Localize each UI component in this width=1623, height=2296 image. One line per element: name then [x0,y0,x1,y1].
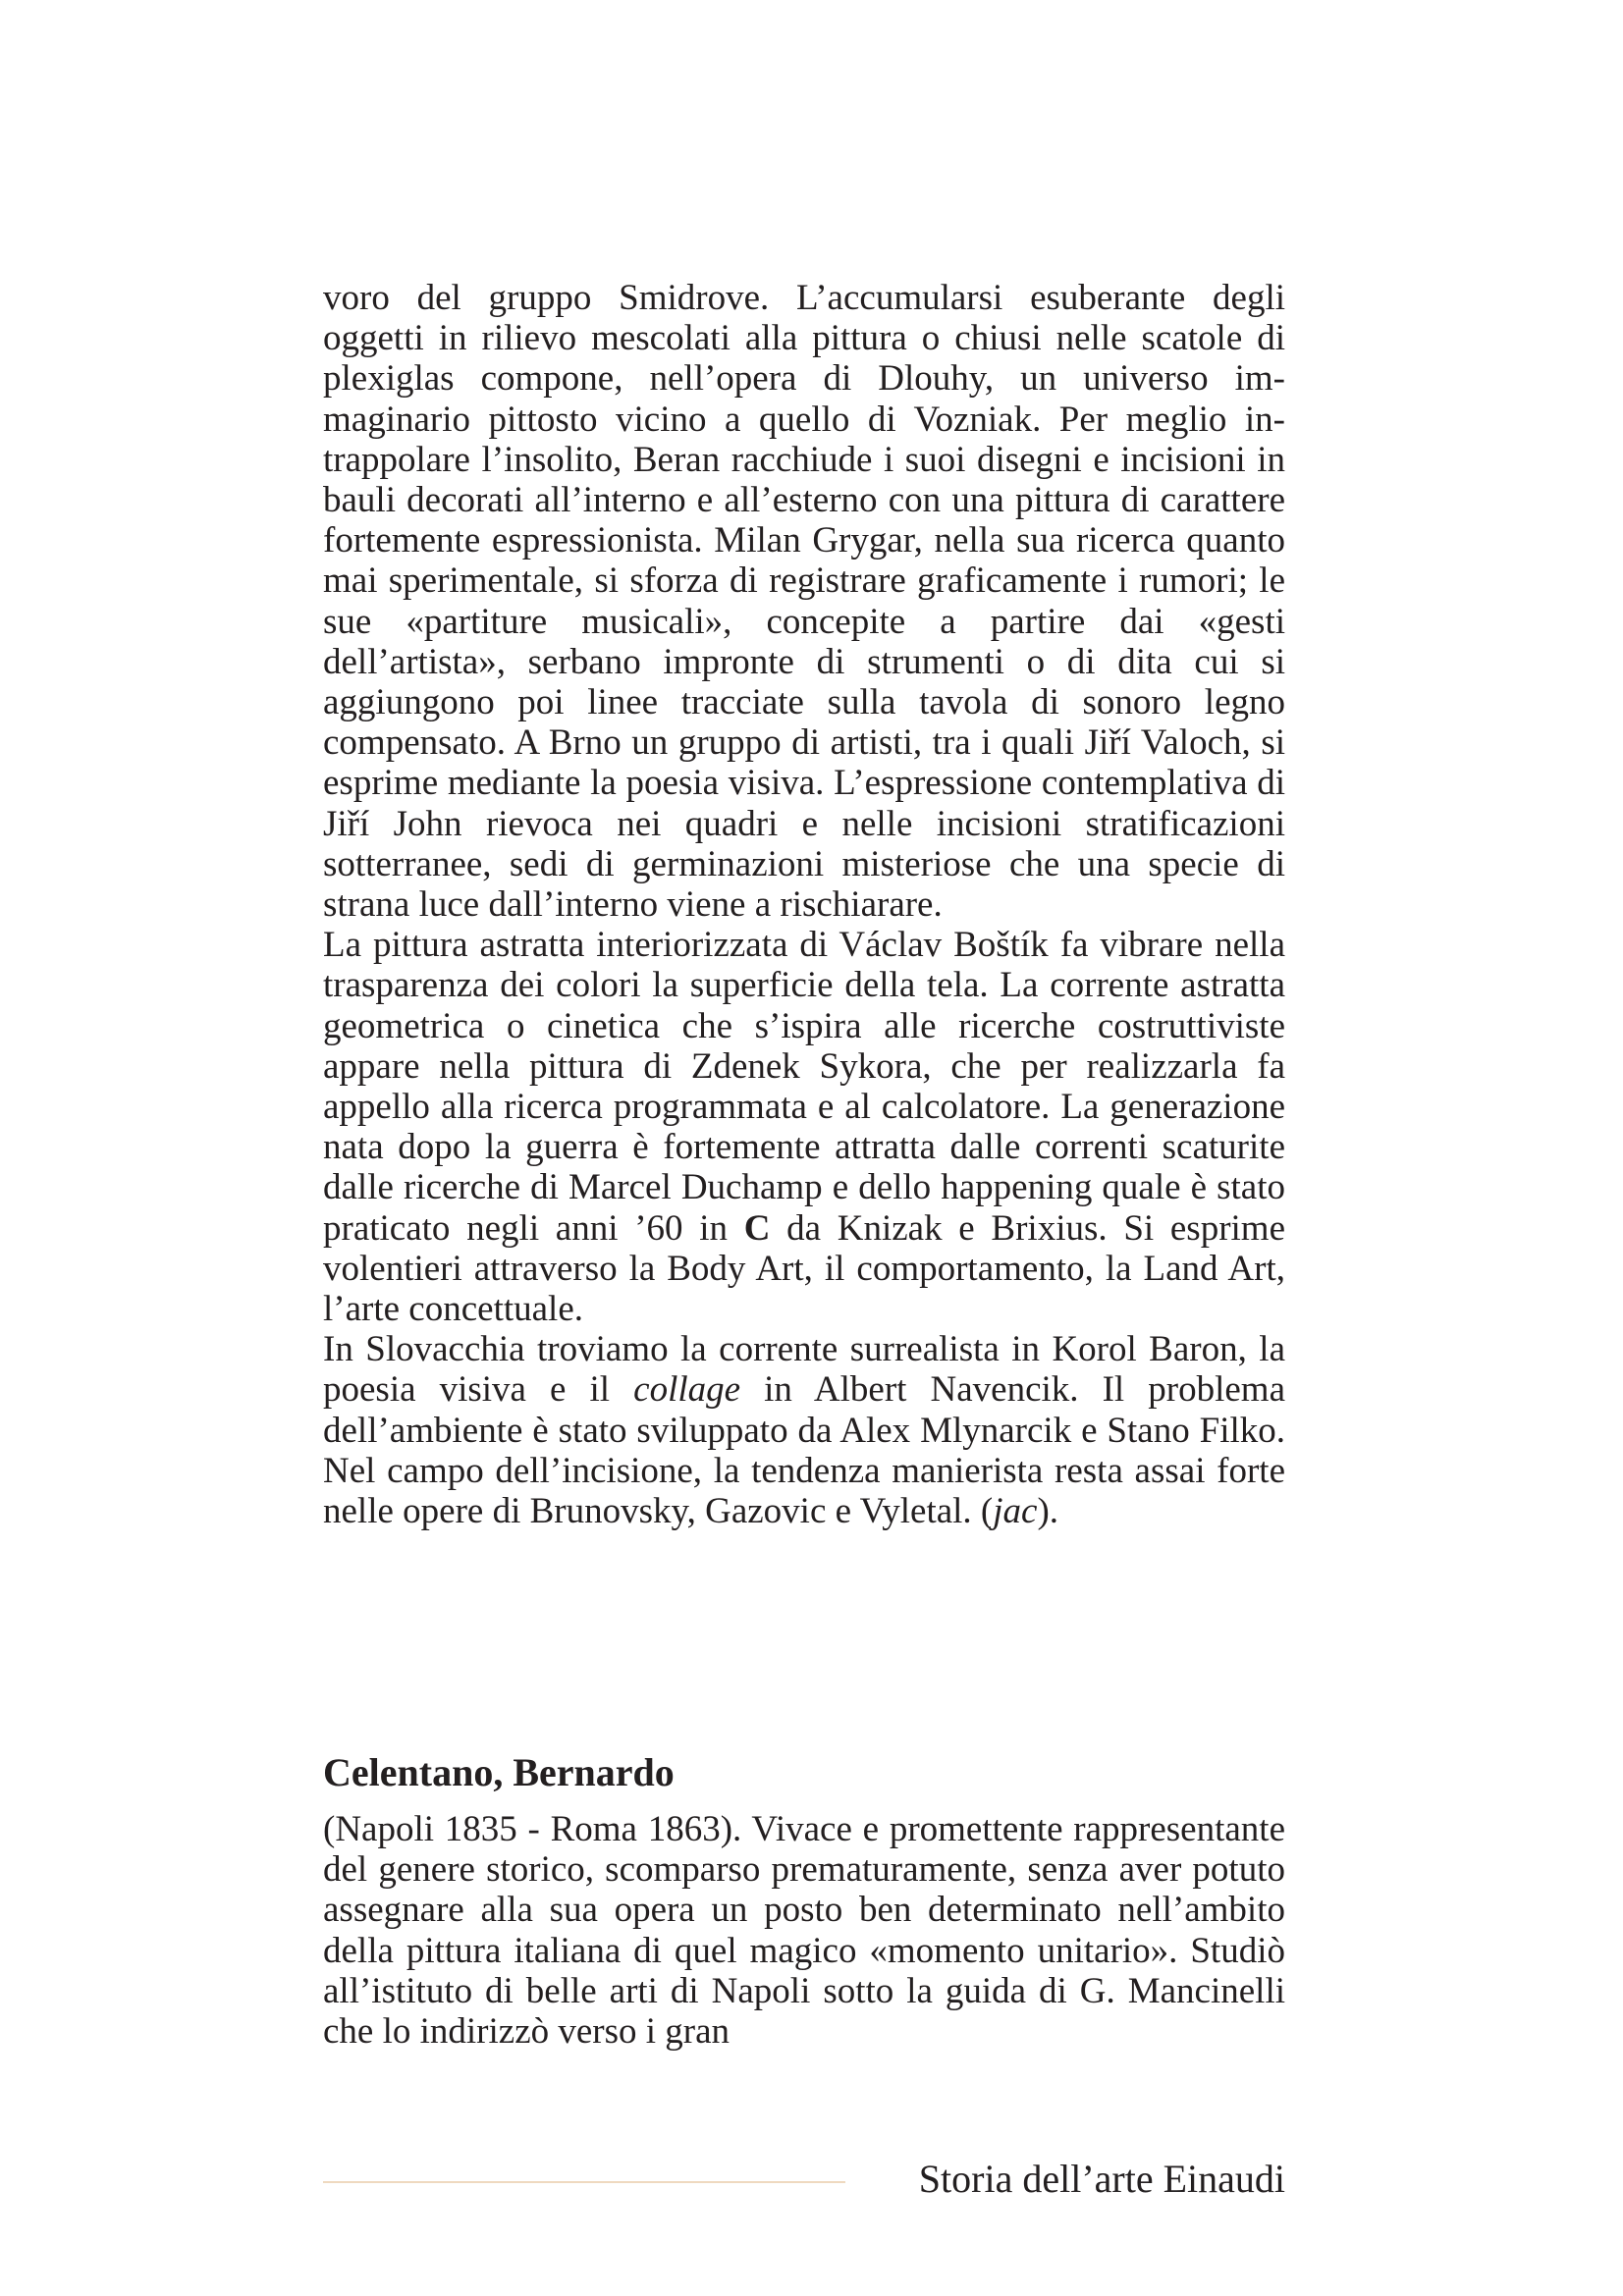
paragraph [323,278,1285,925]
italic-span: collage [633,1369,741,1411]
bold-span: C [743,1207,771,1249]
text-span: La pittura astratta interiorizzata di Václav Boštík fa vibrare nella trasparenza dei colori la superficie della tela. La corrente astratta geometrica o cinetica che s’ispira alle ricerche costruttiviste appare nella pittura di Zdenek Sykora, che per realizzarla fa appello alla ricerca programmata e al calcolatore. La generazione nata dopo la guerra è fortemente attratta dalle correnti scaturite dalle ricerche di Marcel Duchamp e dello happening quale è stato praticato negli anni ’60 in [323,925,1285,1249]
paragraph: (Napoli 1835 - Roma 1863). Vivace e promettente rappresentante del genere storico, scomparso prematuramente, senza aver potuto assegnare alla sua opera un posto ben determinato nell’ambito della pittura italiana di quel magico «momento unitario». Studiò all’istituto di belle arti di Napoli sotto la guida di G. Mancinelli che lo indirizzò verso i gran [323,1809,1285,2053]
footer-divider [323,2181,845,2183]
entry-text [323,1809,1285,2052]
text-span: ). [1037,1491,1059,1532]
text-span: da Knizak e Brixius. Si esprime volentieri attraverso la Body Art, il comportamento, la Land Art, l’arte concettuale. [323,1207,1285,1330]
entry-title: Celentano, Bernardo [323,1750,675,1794]
main-text [323,278,1285,1531]
text-span: in Albert Navencik. Il problema dell’ambiente è stato sviluppato da Alex Mlynarcik e Stano Filko. Nel campo dell’incisione, la tendenza manierista resta assai forte nelle opere di Brunovsky, Gazovic e Vyletal. ( [323,1369,1285,1532]
text-span: In Slovacchia troviamo la corrente surrealista in Korol Baron, la poesia visiva e il [323,1329,1285,1411]
paragraph [323,1329,1285,1531]
text-span: voro del gruppo Smidrove. L’accumularsi esuberante degli oggetti in rilievo mescolati alla pittura o chiusi nelle scatole di plexiglas compone, nell’opera di Dlouhy, un universo immaginario pittosto vicino a quello di Vozniak. Per meglio intrappolare l’insolito, Beran racchiude i suoi disegni e incisioni in bauli decorati all’interno e all’esterno con una pittura di carattere fortemente espressionista. Milan Grygar, nella sua ricerca quanto mai sperimentale, si sforza di registrare graficamente i rumori; le sue «partiture musicali», concepite a partire dai «gesti dell’artista», serbano impronte di strumenti o di dita cui si aggiungono poi linee tracciate sulla tavola di sonoro legno compensato. A Brno un gruppo di artisti, tra i quali Jiří Valoch, si esprime mediante la poesia visiva. L’espressione contemplativa di Jiří John rievoca nei quadri e nelle incisioni stratificazioni sotterranee, sedi di germinazioni misteriose che una specie di strana luce dall’interno viene a rischiarare. [323,278,1285,926]
italic-span: jac [993,1491,1038,1532]
footer-title: Storia dell’arte Einaudi [918,2157,1285,2201]
paragraph [323,925,1285,1329]
